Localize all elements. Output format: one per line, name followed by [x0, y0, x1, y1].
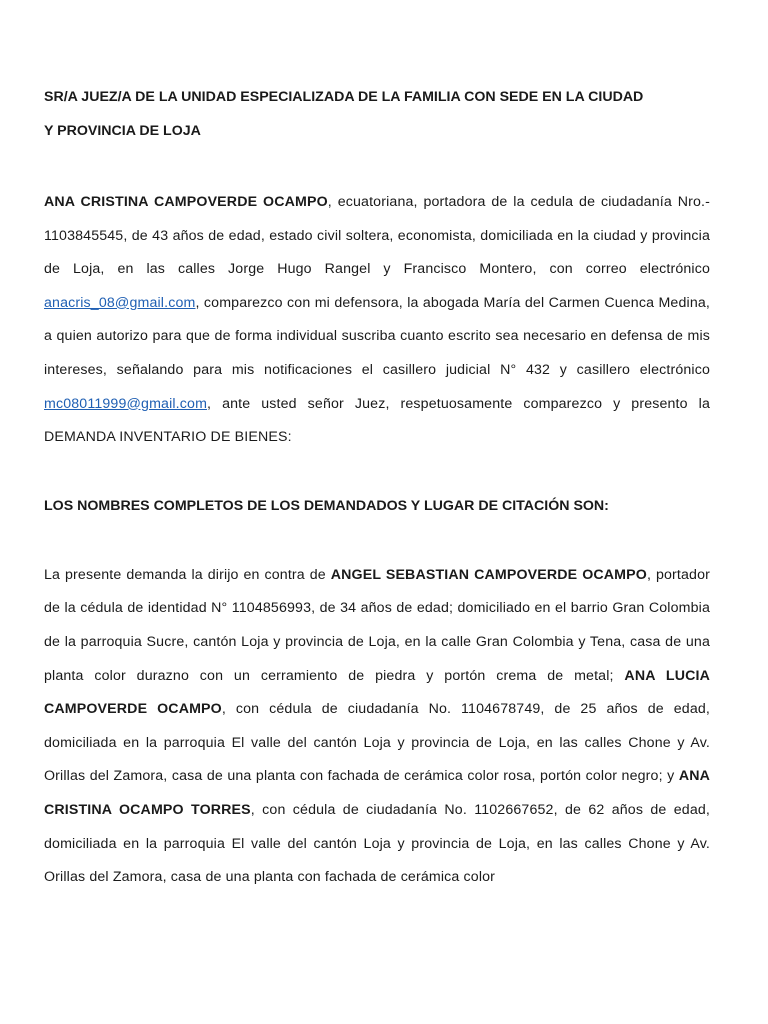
defendants-text-4: , con cédula de ciudadanía No. 1102667652, de 62 años de edad, domiciliada en la parroquia El valle del cantón Loja y provincia de Loja, en las calles Chone y Av. Orillas del Zamora, casa de una planta con fachada de cerámica color	[44, 801, 711, 886]
spacer	[44, 148, 710, 186]
defendants-text-3: , con cédula de ciudadanía No. 1104678749, de 25 años de edad, domiciliada en la parroquia El valle del cantón Loja y provincia de Loja, en las calles Chone y Av. Orillas del Zamora, casa de una planta con fachada de cerámica color rosa, portón color negro; y	[44, 701, 710, 785]
intro-text-3: , ante usted señor Juez, respetuosamente comparezco y presento la DEMANDA INVENTARIO DE BIENES:	[44, 395, 710, 446]
document-heading	[44, 80, 710, 148]
intro-text-2: , comparezco con mi defensora, la abogada María del Carmen Cuenca Medina, a quien autorizo para que de forma individual suscriba cuanto escrito sea necesario en defensa de mis intereses, señalando para mis notificaciones el casillero judicial N° 432 y casillero electrónico	[44, 294, 710, 378]
defendant-name-2: ANA LUCIA CAMPOVERDE OCAMPO	[44, 667, 710, 718]
heading-line-1: SR/A JUEZ/A DE LA UNIDAD ESPECIALIZADA DE LA FAMILIA CON SEDE EN LA CIUDAD	[44, 89, 644, 105]
email-link-plaintiff[interactable]: anacris_08@gmail.com	[44, 294, 196, 311]
defendants-text-1: La presente demanda la dirijo en contra de	[44, 566, 331, 583]
plaintiff-name: ANA CRISTINA CAMPOVERDE OCAMPO	[44, 194, 328, 210]
spacer	[44, 523, 710, 559]
defendant-name-1: ANGEL SEBASTIAN CAMPOVERDE OCAMPO	[330, 566, 647, 583]
intro-paragraph	[44, 186, 710, 455]
defendants-paragraph	[44, 559, 710, 895]
spacer	[44, 455, 710, 489]
defendants-text-2: , portador de la cédula de identidad N° 1104856993, de 34 años de edad; domiciliado en el barrio Gran Colombia de la parroquia Sucre, cantón Loja y provincia de Loja, en la calle Gran Colombia y Tena, casa de una planta color durazno con un cerramiento de piedra y portón crema de metal;	[44, 566, 710, 684]
heading-line-2: Y PROVINCIA DE LOJA	[44, 123, 201, 139]
intro-text-1: , ecuatoriana, portadora de la cedula de ciudadanía Nro.- 1103845545, de 43 años de edad, estado civil soltera, economista, domiciliada en la ciudad y provincia de Loja, en las calles Jorge Hugo Rangel y Francisco Montero, con correo electrónico	[44, 194, 710, 278]
document-body	[44, 80, 710, 895]
email-link-lawyer[interactable]: mc08011999@gmail.com	[44, 395, 208, 412]
section-title: LOS NOMBRES COMPLETOS DE LOS DEMANDADOS Y LUGAR DE CITACIÓN SON:	[44, 497, 609, 514]
defendant-name-3: ANA CRISTINA OCAMPO TORRES	[44, 768, 710, 818]
